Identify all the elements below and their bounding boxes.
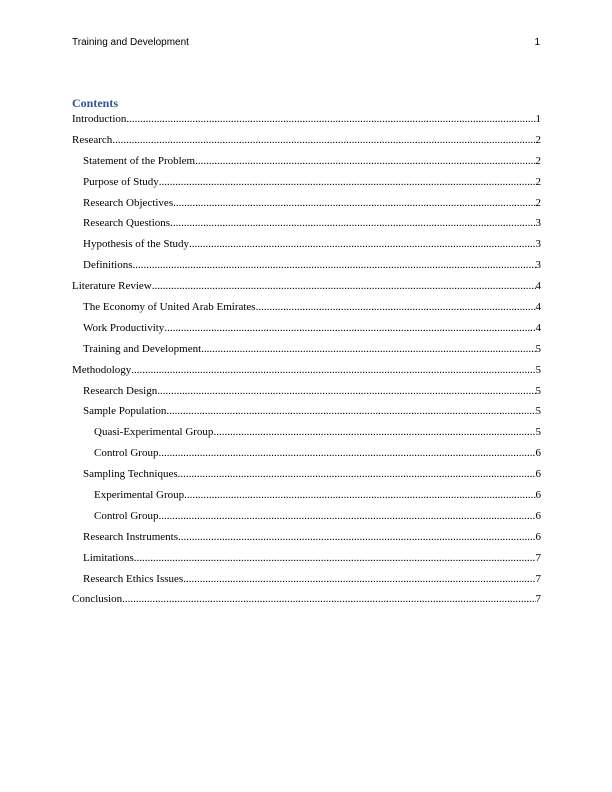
- toc-entry-page: 4: [535, 301, 541, 314]
- toc-leader-dots: [178, 530, 536, 545]
- page-header: [72, 37, 540, 48]
- toc-entry[interactable]: [72, 321, 541, 342]
- toc-entry[interactable]: [72, 509, 541, 530]
- toc-entry[interactable]: [72, 237, 541, 258]
- toc-entry-title: The Economy of United Arab Emirates: [83, 301, 256, 314]
- toc-entry[interactable]: [72, 572, 541, 593]
- toc-entry[interactable]: [72, 384, 541, 405]
- toc-leader-dots: [126, 112, 535, 127]
- toc-entry[interactable]: [72, 592, 541, 613]
- toc-entry-page: 3: [535, 238, 541, 251]
- toc-leader-dots: [213, 425, 535, 440]
- toc-entry-title: Research Instruments: [83, 530, 178, 543]
- toc-entry-page: 6: [535, 447, 541, 460]
- toc-leader-dots: [189, 237, 535, 252]
- toc-entry-title: Statement of the Problem: [83, 154, 196, 167]
- toc-entry-page: 4: [535, 321, 541, 334]
- toc-entry-page: 5: [535, 342, 541, 355]
- toc-leader-dots: [133, 258, 536, 273]
- toc-entry[interactable]: [72, 342, 541, 363]
- toc-entry[interactable]: [72, 446, 541, 467]
- toc-entry[interactable]: [72, 551, 541, 572]
- toc-leader-dots: [112, 133, 535, 148]
- toc-entry-title: Purpose of Study: [83, 175, 159, 188]
- toc-entry[interactable]: [72, 196, 541, 217]
- toc-entry-page: 6: [535, 468, 541, 481]
- toc-entry[interactable]: [72, 404, 541, 425]
- toc-leader-dots: [158, 509, 535, 524]
- toc-leader-dots: [166, 404, 535, 419]
- toc-entry-page: 5: [535, 405, 541, 418]
- toc-entry-title: Research: [72, 133, 113, 146]
- toc-entry-title: Limitations: [83, 551, 134, 564]
- toc-entry[interactable]: [72, 488, 541, 509]
- toc-entry-title: Methodology: [72, 363, 132, 376]
- toc-entry-page: 5: [535, 426, 541, 439]
- toc-entry[interactable]: [72, 216, 541, 237]
- toc-leader-dots: [178, 467, 536, 482]
- toc-entry-title: Research Ethics Issues: [83, 572, 184, 585]
- toc-leader-dots: [131, 363, 535, 378]
- toc-leader-dots: [158, 446, 535, 461]
- toc-entry-page: 2: [535, 133, 541, 146]
- toc-entry-title: Experimental Group: [94, 489, 185, 502]
- toc-leader-dots: [170, 216, 535, 231]
- toc-entry-title: Research Objectives: [83, 196, 174, 209]
- toc-entry-title: Hypothesis of the Study: [83, 238, 190, 251]
- toc-entry[interactable]: [72, 300, 541, 321]
- toc-leader-dots: [201, 342, 535, 357]
- toc-leader-dots: [159, 175, 536, 190]
- toc-entry-title: Control Group: [94, 447, 159, 460]
- toc-entry-page: 2: [535, 154, 541, 167]
- toc-entry-title: Research Design: [83, 384, 158, 397]
- toc-entry[interactable]: [72, 175, 541, 196]
- toc-entry[interactable]: [72, 258, 541, 279]
- toc-entry-page: 4: [535, 280, 541, 293]
- toc-entry[interactable]: [72, 112, 541, 133]
- toc-entry-title: Work Productivity: [83, 321, 165, 334]
- toc-entry-page: 5: [535, 363, 541, 376]
- toc-entry-title: Training and Development: [83, 342, 202, 355]
- toc-entry-page: 6: [535, 509, 541, 522]
- toc-leader-dots: [256, 300, 536, 315]
- toc-leader-dots: [152, 279, 536, 294]
- toc-entry[interactable]: [72, 530, 541, 551]
- toc-entry[interactable]: [72, 467, 541, 488]
- toc-entry-title: Control Group: [94, 509, 159, 522]
- toc-entry-page: 6: [535, 530, 541, 543]
- toc-leader-dots: [173, 196, 535, 211]
- header-page-number: 1: [534, 37, 540, 48]
- toc-entry[interactable]: [72, 279, 541, 300]
- toc-leader-dots: [183, 572, 535, 587]
- toc-entry-page: 7: [535, 572, 541, 585]
- toc-entry-title: Sample Population: [83, 405, 167, 418]
- toc-entry-page: 6: [535, 489, 541, 502]
- toc-entry-title: Research Questions: [83, 217, 171, 230]
- toc-entry-title: Definitions: [83, 259, 133, 272]
- toc-entry[interactable]: [72, 133, 541, 154]
- toc-leader-dots: [122, 592, 535, 607]
- toc-entry-title: Introduction: [72, 113, 127, 125]
- table-of-contents: [72, 112, 541, 613]
- toc-entry-title: Conclusion: [72, 593, 123, 606]
- toc-leader-dots: [157, 384, 535, 399]
- header-title: Training and Development: [72, 37, 189, 48]
- toc-leader-dots: [195, 154, 535, 169]
- toc-entry-page: 5: [535, 384, 541, 397]
- toc-heading: Contents: [72, 96, 119, 110]
- toc-leader-dots: [164, 321, 535, 336]
- toc-entry-title: Sampling Techniques: [83, 468, 178, 481]
- toc-entry-page: 7: [535, 593, 541, 606]
- toc-entry-page: 2: [535, 175, 541, 188]
- toc-entry-title: Literature Review: [72, 280, 152, 293]
- toc-leader-dots: [184, 488, 535, 503]
- toc-entry[interactable]: [72, 425, 541, 446]
- toc-entry[interactable]: [72, 363, 541, 384]
- toc-entry-page: 3: [535, 217, 541, 230]
- toc-entry-page: 2: [535, 196, 541, 209]
- toc-entry-page: 7: [535, 551, 541, 564]
- toc-entry[interactable]: [72, 154, 541, 175]
- toc-entry-page: 3: [535, 259, 541, 272]
- toc-entry-title: Quasi-Experimental Group: [94, 426, 214, 439]
- toc-leader-dots: [134, 551, 536, 566]
- toc-entry-page: 1: [535, 113, 541, 125]
